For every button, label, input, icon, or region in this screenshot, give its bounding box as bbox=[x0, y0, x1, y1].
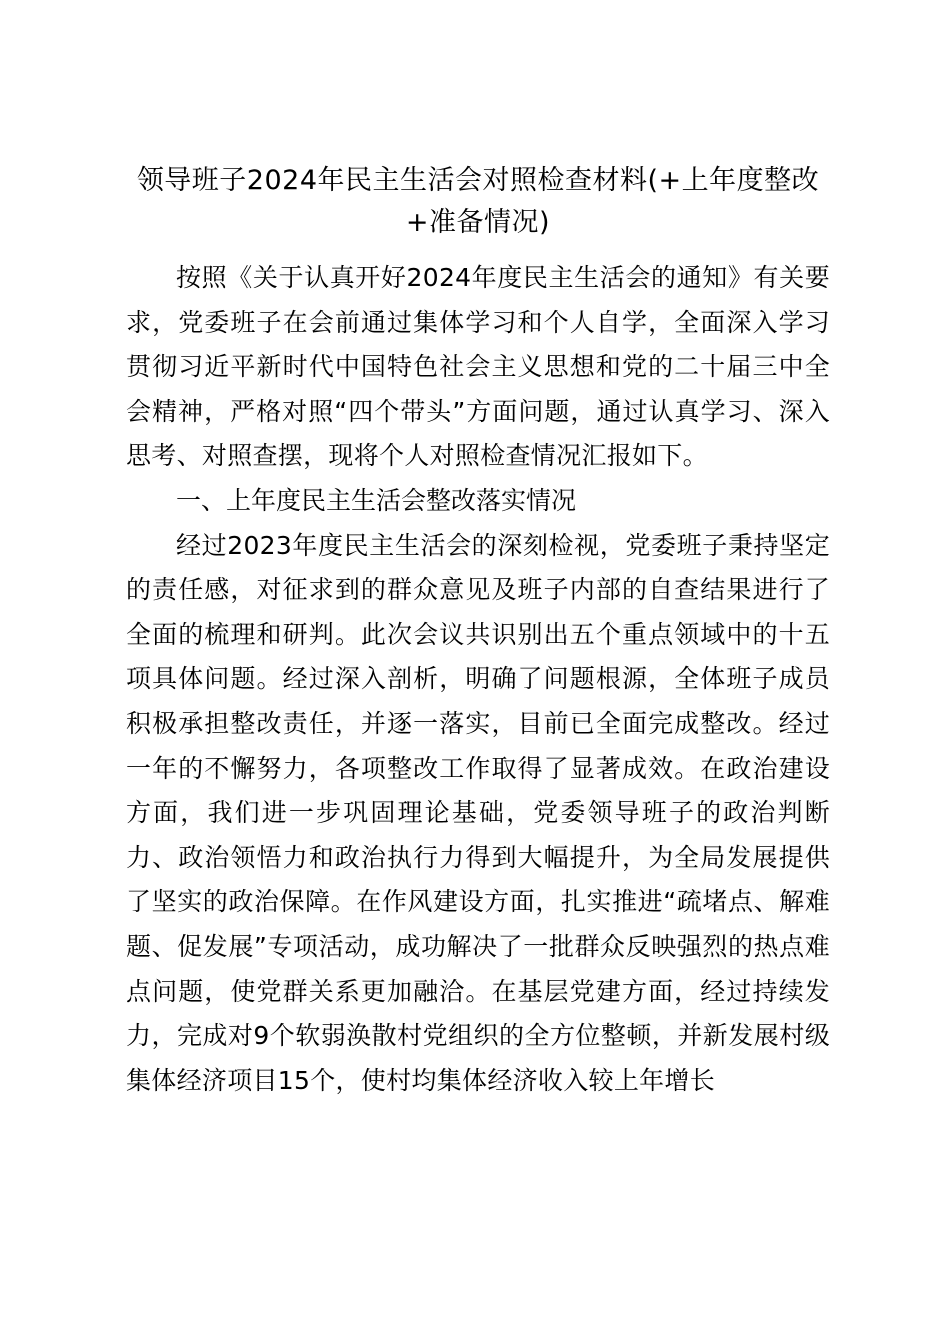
intro-paragraph: 按照《关于认真开好2024年度民主生活会的通知》有关要求，党委班子在会前通过集体学习和个人自学，全面深入学习贯彻习近平新时代中国特色社会主义思想和党的二十届三中全会精神，严格对照“四个带头”方面问题，通过认真学习、深入思考、对照查摆，现将个人对照检查情况汇报如下。 bbox=[126, 263, 830, 471]
section-heading: 一、上年度民主生活会整改落实情况 bbox=[176, 485, 577, 515]
document-page bbox=[126, 160, 830, 1103]
section-body-paragraph: 经过2023年度民主生活会的深刻检视，党委班子秉持坚定的责任感，对征求到的群众意见及班子内部的自查结果进行了全面的梳理和研判。此次会议共识别出五个重点领域中的十五项具体问题。经过深入剖析，明确了问题根源，全体班子成员积极承担整改责任，并逐一落实，目前已全面完成整改。经过一年的不懈努力，各项整改工作取得了显著成效。在政治建设方面，我们进一步巩固理论基础，党委领导班子的政治判断力、政治领悟力和政治执行力得到大幅提升，为全局发展提供了坚实的政治保障。在作风建设方面，扎实推进“疏堵点、解难题、促发展”专项活动，成功解决了一批群众反映强烈的热点难点问题，使党群关系更加融洽。在基层党建方面，经过持续发力，完成对9个软弱涣散村党组织的全方位整顿，并新发展村级集体经济项目15个，使村均集体经济收入较上年增长 bbox=[126, 530, 830, 1095]
document-title: 领导班子2024年民主生活会对照检查材料(+上年度整改+准备情况) bbox=[136, 165, 820, 238]
